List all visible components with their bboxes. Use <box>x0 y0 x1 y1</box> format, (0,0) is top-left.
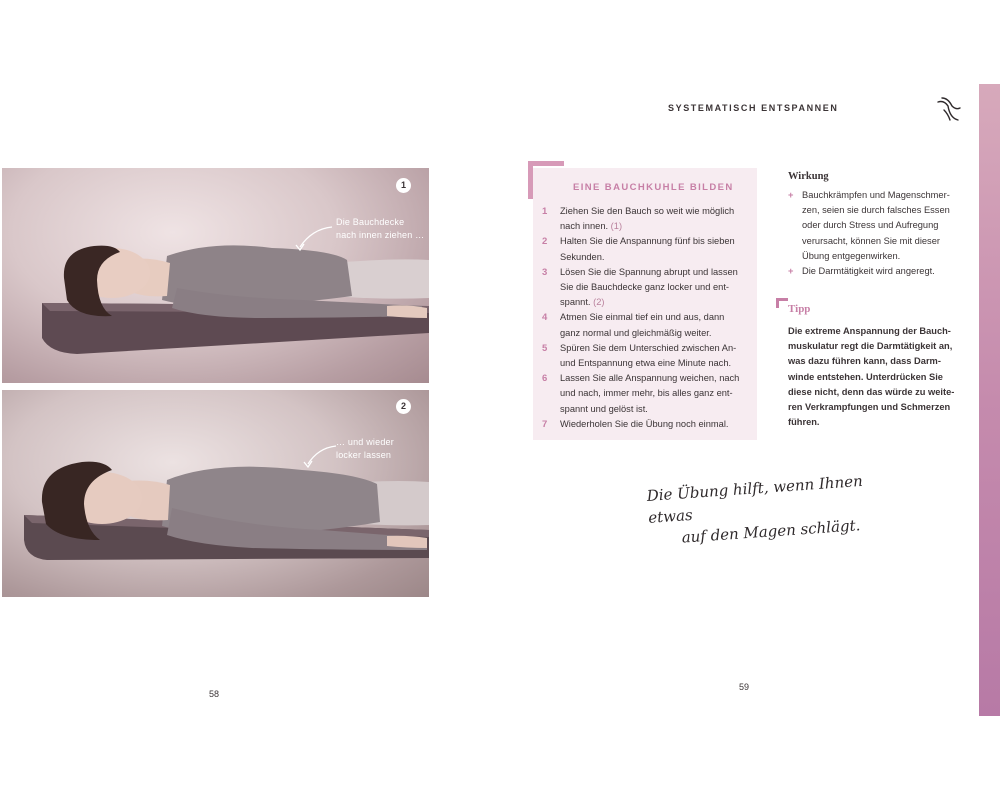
tipp-line: muskulatur regt die Darmtätigkeit an, <box>788 341 953 352</box>
woman-lying-illustration <box>2 390 429 597</box>
exercise-steps <box>542 204 752 432</box>
caption-pointer-arrow-icon <box>302 442 338 470</box>
caption-line: Die Bauchdecke <box>336 217 405 227</box>
photo-number-badge: 2 <box>396 399 411 414</box>
exercise-step <box>542 341 752 371</box>
photo-caption <box>336 436 394 462</box>
step-number: 2 <box>542 236 548 248</box>
wirkung-line: Bauchkrämpfen und Magenschmer- <box>802 190 950 200</box>
tipp-text <box>788 324 963 430</box>
tipp-line: winde entstehen. Unterdrücken Sie <box>788 371 943 382</box>
wirkung-line: zen, seien sie durch falsches Essen <box>802 205 950 216</box>
wirkung-item <box>788 264 958 279</box>
step-number: 7 <box>542 418 548 430</box>
tipp-line: was dazu führen kann, dass Darm- <box>788 356 941 367</box>
plus-bullet-icon: + <box>788 266 794 277</box>
hand-icon <box>936 96 962 124</box>
side-color-strip <box>979 84 1000 716</box>
woman-lying-illustration <box>2 168 429 383</box>
wirkung-heading: Wirkung <box>788 171 829 182</box>
step-line: Spüren Sie dem Unterschied zwischen An- <box>560 342 737 353</box>
tipp-line: Die extreme Anspannung der Bauch- <box>788 326 951 336</box>
photo-number-badge: 1 <box>396 178 411 193</box>
step-line: Ziehen Sie den Bauch so weit wie möglich <box>560 206 735 216</box>
page-number-left: 58 <box>209 689 220 699</box>
step-line: Wiederholen Sie die Übung noch einmal. <box>560 418 729 429</box>
step-line: und Entspannung etwa eine Minute nach. <box>560 358 732 369</box>
wirkung-list <box>788 188 958 279</box>
step-line: Sie die Bauchdecke ganz locker und ent- <box>560 282 730 293</box>
step-line: ganz normal und gleichmäßig weiter. <box>560 327 712 338</box>
photo-exercise-step-2 <box>2 390 429 597</box>
photo-reference: (2) <box>593 297 605 308</box>
plus-bullet-icon: + <box>788 190 794 200</box>
handwritten-note <box>646 468 890 551</box>
step-line: Halten Sie die Anspannung fünf bis sieben <box>560 236 735 247</box>
step-line: nach innen. <box>560 221 609 232</box>
step-number: 1 <box>542 206 548 217</box>
handwritten-line: auf den Magen schlägt. <box>681 516 861 547</box>
wirkung-line: oder durch Stress und Aufregung <box>802 220 939 231</box>
photo-reference: (1) <box>610 221 623 232</box>
step-number: 4 <box>542 312 548 324</box>
handwritten-line: Die Übung hilft, wenn Ihnen etwas <box>646 471 864 527</box>
photo-caption <box>336 216 424 242</box>
exercise-step <box>542 234 752 264</box>
step-line: und nach, immer mehr, bis alles ganz ent- <box>560 388 733 399</box>
exercise-step <box>542 265 752 311</box>
photo-exercise-step-1 <box>2 168 429 383</box>
tipp-line: ren Verkrampfungen und Schmerzen <box>788 402 951 413</box>
corner-mark <box>528 161 533 199</box>
step-line: Lösen Sie die Spannung abrupt und lassen <box>560 266 738 277</box>
exercise-step <box>542 310 752 340</box>
step-line: Atmen Sie einmal tief ein und aus, dann <box>560 312 725 323</box>
caption-line: nach innen ziehen … <box>336 230 425 240</box>
tipp-line: diese nicht, denn das würde zu weite- <box>788 386 955 397</box>
step-line: Lassen Sie alle Anspannung weichen, nach <box>560 373 740 384</box>
step-line: spannt. <box>560 297 591 308</box>
wirkung-item <box>788 188 958 264</box>
wirkung-line: Übung entgegenwirken. <box>802 250 901 261</box>
tipp-heading: Tipp <box>788 303 811 315</box>
page-number-right: 59 <box>739 682 750 692</box>
wirkung-line: verursacht, können Sie mit dieser <box>802 235 940 246</box>
wirkung-line: Die Darmtätigkeit wird angeregt. <box>802 266 935 277</box>
exercise-step <box>542 204 752 234</box>
exercise-step <box>542 417 752 432</box>
tipp-line: führen. <box>788 417 820 428</box>
caption-pointer-arrow-icon <box>294 223 334 253</box>
step-line: spannt und gelöst ist. <box>560 403 648 414</box>
step-line: Sekunden. <box>560 251 605 262</box>
exercise-step <box>542 371 752 417</box>
caption-line: locker lassen <box>336 450 392 460</box>
running-head: SYSTEMATISCH ENTSPANNEN <box>668 103 839 113</box>
corner-mark <box>776 298 779 308</box>
step-number: 6 <box>542 373 548 385</box>
step-number: 3 <box>542 266 548 278</box>
corner-mark <box>528 161 564 166</box>
caption-line: … und wieder <box>336 437 394 447</box>
exercise-title: EINE BAUCHKUHLE BILDEN <box>573 182 734 193</box>
step-number: 5 <box>542 342 548 354</box>
